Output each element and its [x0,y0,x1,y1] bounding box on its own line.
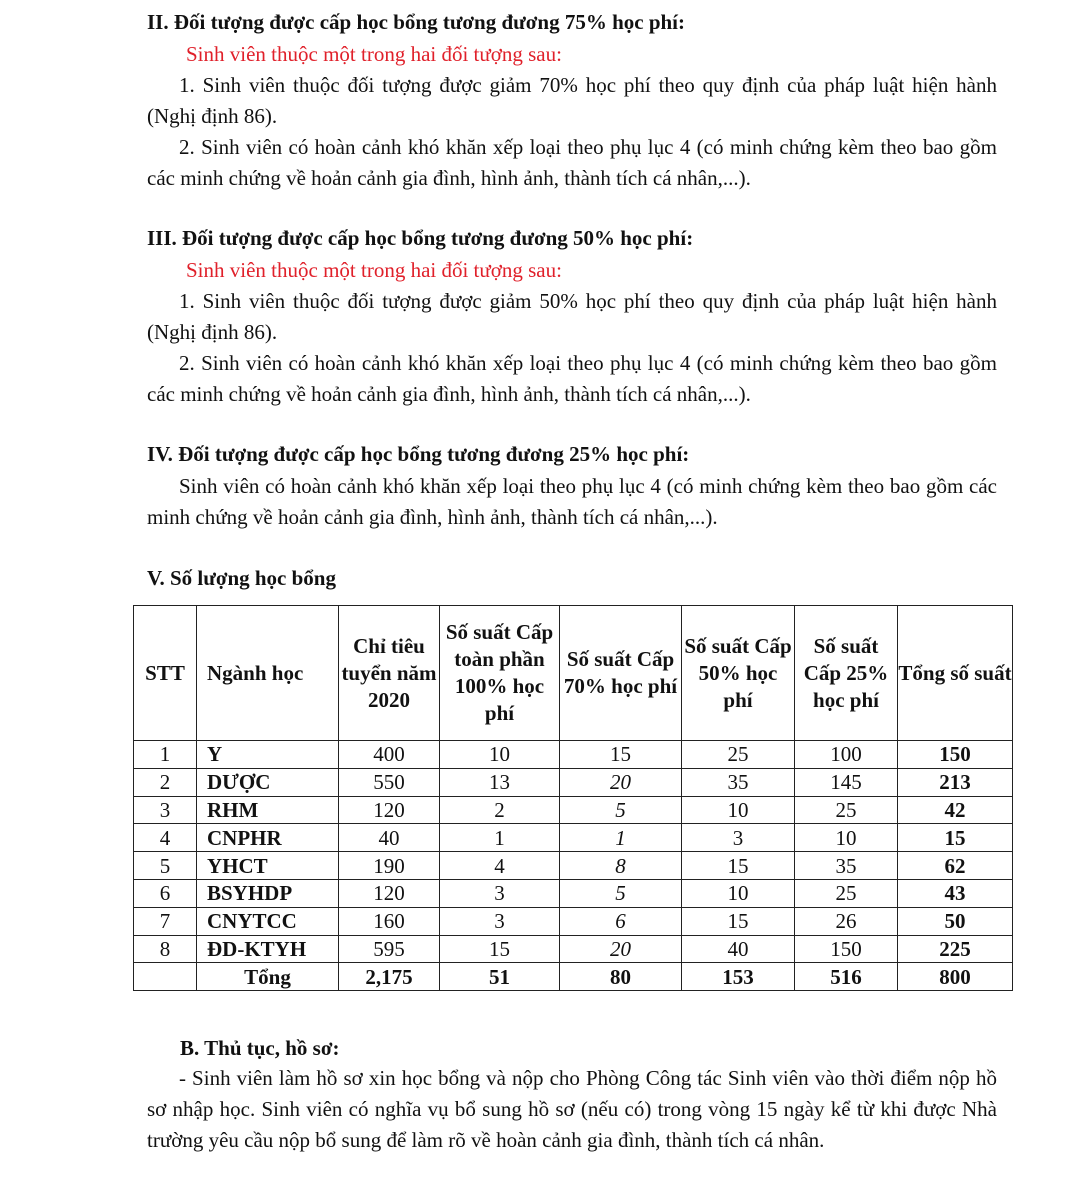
section-2-item-2 [147,132,997,194]
section-3-item-2 [147,348,997,410]
cell-full: 2 [440,796,560,824]
cell-70: 15 [560,741,682,769]
cell-quota: 120 [339,879,440,907]
section-4-body [147,471,997,533]
cell-25: 26 [795,907,898,935]
cell-major: Y [197,741,339,769]
cell-major: CNPHR [197,824,339,852]
cell-25: 150 [795,935,898,963]
header-quota: Chỉ tiêu tuyển năm 2020 [339,606,440,741]
table-row [134,879,1013,907]
section-2-item-2-text: 2. Sinh viên có hoàn cảnh khó khăn xếp loại theo phụ lục 4 (có minh chứng kèm theo bao gồm các minh chứng về hoản cảnh gia đình, hình ảnh, thành tích cá nhân,...). [147,135,997,190]
cell-70: 8 [560,852,682,880]
cell-50: 15 [682,852,795,880]
table-header-row [134,606,1013,741]
section-3-heading: III. Đối tượng được cấp học bổng tương đương 50% học phí: [147,226,694,250]
cell-full: 4 [440,852,560,880]
cell-70: 1 [560,824,682,852]
cell-total-full: 51 [440,963,560,991]
table-row [134,852,1013,880]
header-25: Số suất Cấp 25% học phí [795,606,898,741]
cell-quota: 40 [339,824,440,852]
table-row [134,768,1013,796]
cell-stt: 7 [134,907,197,935]
cell-stt: 3 [134,796,197,824]
cell-quota: 550 [339,768,440,796]
cell-stt: 5 [134,852,197,880]
section-2-item-1-text: 1. Sinh viên thuộc đối tượng được giảm 70% học phí theo quy định của pháp luật hiện hành (Nghị định 86). [147,73,997,128]
header-full: Số suất Cấp toàn phần 100% học phí [440,606,560,741]
cell-50: 10 [682,879,795,907]
cell-total: 43 [898,879,1013,907]
cell-major: ĐD-KTYH [197,935,339,963]
scholarship-table [133,605,1013,991]
cell-major: CNYTCC [197,907,339,935]
cell-70: 20 [560,935,682,963]
cell-50: 40 [682,935,795,963]
cell-full: 3 [440,907,560,935]
cell-major: YHCT [197,852,339,880]
table-row [134,824,1013,852]
cell-total: 150 [898,741,1013,769]
cell-quota: 120 [339,796,440,824]
cell-full: 1 [440,824,560,852]
cell-70: 5 [560,879,682,907]
cell-full: 10 [440,741,560,769]
section-b-heading: B. Thủ tục, hồ sơ: [180,1036,340,1060]
cell-25: 145 [795,768,898,796]
table-row [134,907,1013,935]
cell-major: BSYHDP [197,879,339,907]
table-total-row [134,963,1013,991]
cell-70: 20 [560,768,682,796]
section-3-item-1-text: 1. Sinh viên thuộc đối tượng được giảm 50% học phí theo quy định của pháp luật hiện hành (Nghị định 86). [147,289,997,344]
cell-50: 10 [682,796,795,824]
section-3-item-1 [147,286,997,348]
cell-stt: 4 [134,824,197,852]
cell-quota: 595 [339,935,440,963]
cell-quota: 190 [339,852,440,880]
cell-50: 25 [682,741,795,769]
cell-total: 225 [898,935,1013,963]
cell-stt: 2 [134,768,197,796]
cell-total-total: 800 [898,963,1013,991]
section-2-heading: II. Đối tượng được cấp học bổng tương đương 75% học phí: [147,10,686,34]
cell-stt: 8 [134,935,197,963]
header-stt: STT [134,606,197,741]
cell-total: 42 [898,796,1013,824]
section-b-body [147,1063,997,1156]
cell-70: 6 [560,907,682,935]
cell-full: 3 [440,879,560,907]
cell-quota: 160 [339,907,440,935]
cell-25: 25 [795,879,898,907]
cell-total-50: 153 [682,963,795,991]
cell-total-quota: 2,175 [339,963,440,991]
table-row [134,935,1013,963]
cell-total: 15 [898,824,1013,852]
cell-25: 35 [795,852,898,880]
cell-50: 35 [682,768,795,796]
cell-major: DƯỢC [197,768,339,796]
cell-total-empty [134,963,197,991]
table-row [134,741,1013,769]
cell-total-label: Tổng [197,963,339,991]
cell-25: 25 [795,796,898,824]
cell-stt: 6 [134,879,197,907]
section-4-body-text: Sinh viên có hoàn cảnh khó khăn xếp loại theo phụ lục 4 (có minh chứng kèm theo bao gồm các minh chứng về hoản cảnh gia đình, hình ảnh, thành tích cá nhân,...). [147,474,997,529]
cell-full: 13 [440,768,560,796]
cell-50: 15 [682,907,795,935]
cell-quota: 400 [339,741,440,769]
cell-total: 62 [898,852,1013,880]
section-b-body-text: - Sinh viên làm hồ sơ xin học bổng và nộp cho Phòng Công tác Sinh viên vào thời điểm nộp hồ sơ nhập học. Sinh viên có nghĩa vụ bổ sung hồ sơ (nếu có) trong vòng 15 ngày kể từ khi được Nhà trường yêu cầu nộp bổ sung để làm rõ về hoàn cảnh gia đình, thành tích cá nhân. [147,1066,997,1152]
header-total: Tổng số suất [898,606,1013,741]
cell-full: 15 [440,935,560,963]
section-2-intro: Sinh viên thuộc một trong hai đối tượng sau: [186,42,562,66]
header-major: Ngành học [197,606,339,741]
cell-total: 50 [898,907,1013,935]
cell-total-70: 80 [560,963,682,991]
section-3-item-2-text: 2. Sinh viên có hoàn cảnh khó khăn xếp loại theo phụ lục 4 (có minh chứng kèm theo bao gồm các minh chứng về hoản cảnh gia đình, hình ảnh, thành tích cá nhân,...). [147,351,997,406]
section-5-heading: V. Số lượng học bổng [147,566,336,590]
table-row [134,796,1013,824]
section-2-item-1 [147,70,997,132]
header-50: Số suất Cấp 50% học phí [682,606,795,741]
section-3-intro: Sinh viên thuộc một trong hai đối tượng sau: [186,258,562,282]
cell-70: 5 [560,796,682,824]
cell-stt: 1 [134,741,197,769]
cell-total: 213 [898,768,1013,796]
cell-25: 10 [795,824,898,852]
cell-50: 3 [682,824,795,852]
header-70: Số suất Cấp 70% học phí [560,606,682,741]
cell-25: 100 [795,741,898,769]
section-4-heading: IV. Đối tượng được cấp học bổng tương đương 25% học phí: [147,442,690,466]
cell-major: RHM [197,796,339,824]
cell-total-25: 516 [795,963,898,991]
